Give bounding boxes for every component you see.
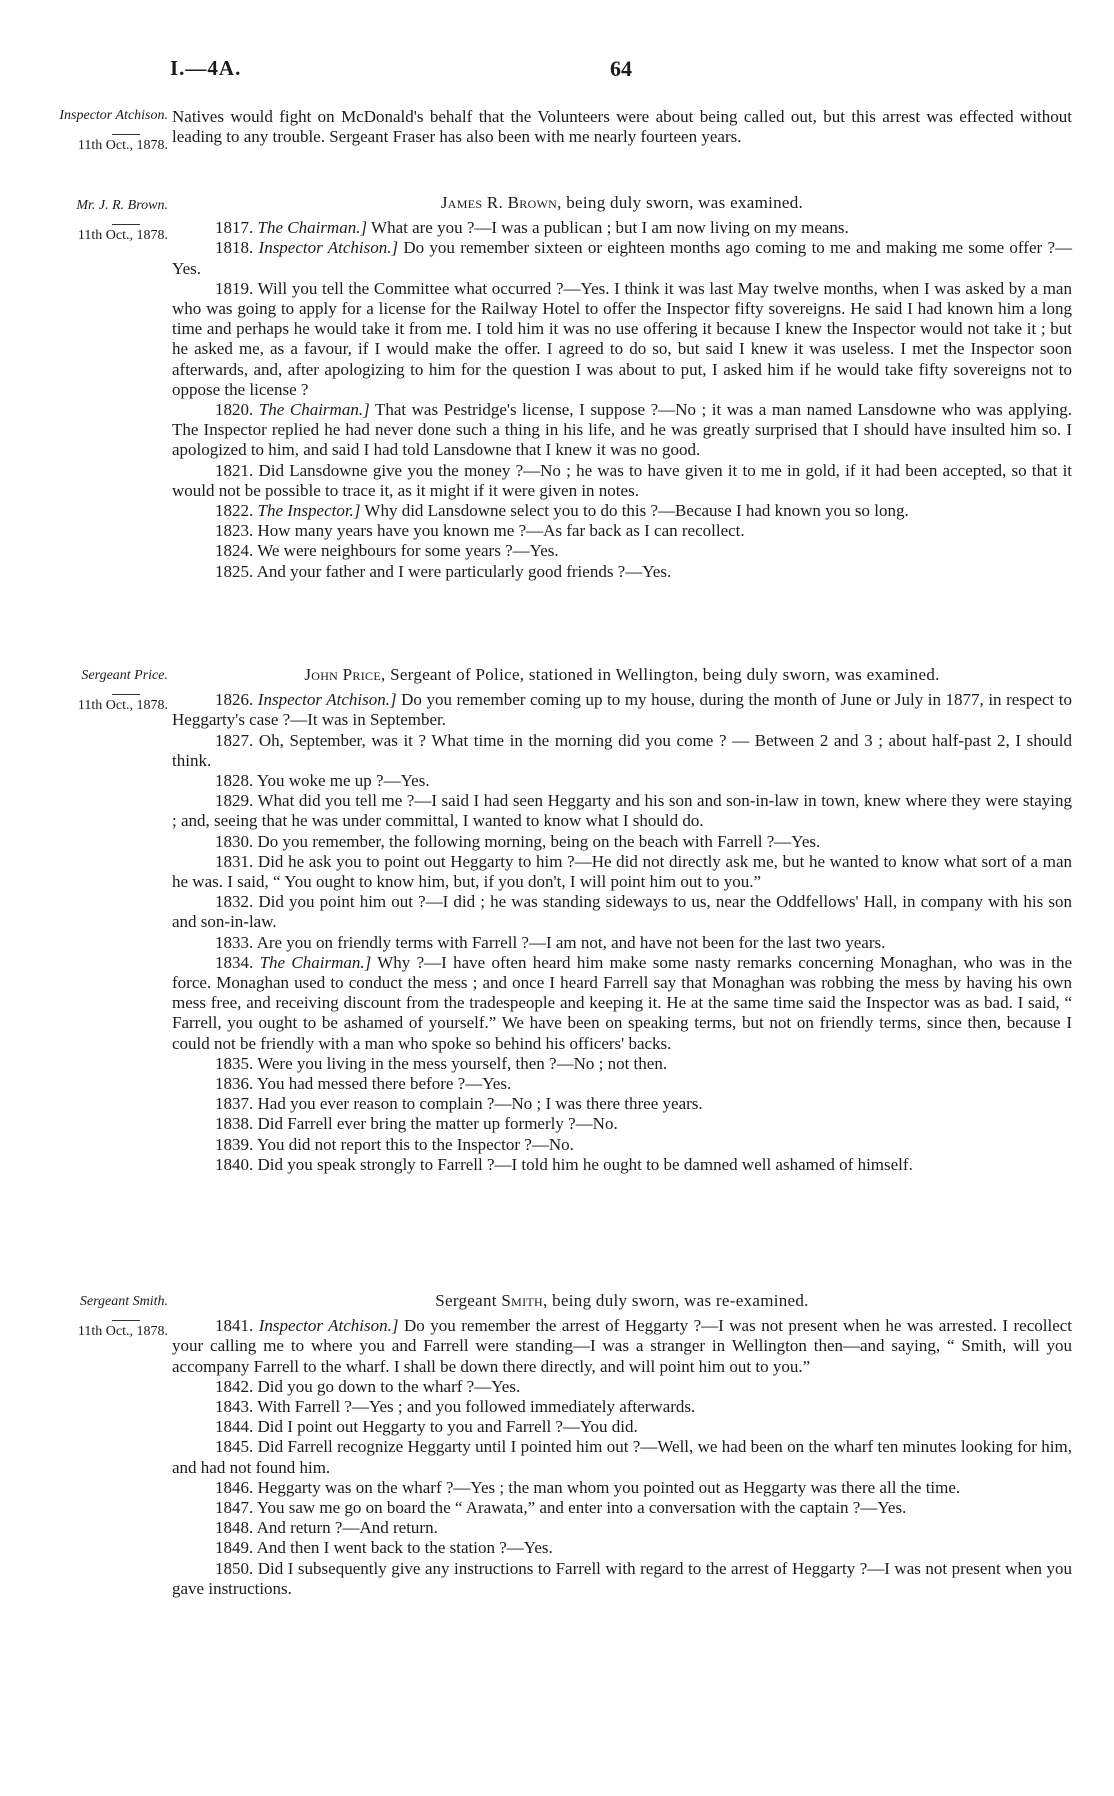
- question-1841: 1841. Inspector Atchison.] Do you remember the arrest of Heggarty ?—I was not present when he was arrested. I recollect your calling me to where you and Farrell were standing—I was a stranger in Wellington then—and saying, “ Smith, will you accompany Farrell to the wharf. I shall be down there directly, and will point him out to you.”: [172, 1316, 1073, 1376]
- smith-section: [172, 1287, 1072, 1599]
- heading-text: , being duly sworn, was examined.: [557, 193, 804, 212]
- question-1823: 1823. How many years have you known me ?—As far back as I can recollect.: [215, 521, 745, 541]
- question-1838: 1838. Did Farrell ever bring the matter up formerly ?—No.: [215, 1114, 618, 1134]
- question-1837: 1837. Had you ever reason to complain ?—No ; I was there three years.: [215, 1094, 703, 1114]
- question-1848: 1848. And return ?—And return.: [215, 1518, 438, 1538]
- margin-witness-name: Mr. J. R. Brown.: [76, 198, 168, 213]
- page-header: [0, 56, 1114, 86]
- page-number: 64: [610, 56, 632, 81]
- margin-note: [28, 107, 168, 154]
- question-1843: 1843. With Farrell ?—Yes ; and you followed immediately afterwards.: [215, 1397, 696, 1417]
- margin-date: 11th Oct., 1878.: [28, 134, 168, 154]
- question-1844: 1844. Did I point out Heggarty to you and Farrell ?—You did.: [215, 1417, 638, 1437]
- question-1849: 1849. And then I went back to the station ?—Yes.: [215, 1538, 553, 1558]
- question-1819: 1819. Will you tell the Committee what occurred ?—Yes. I think it was last May twelve months, when I was asked by a man who was going to apply for a license for the Railway Hotel to offer the Inspector fifty sovereigns. He said I had known him a long time and perhaps he would take it from me. I told him it was no use offering it because I knew the Inspector would not take it ; but he asked me, as a favour, if I would make the offer. I agreed to do so, but said I knew it was useless. I met the Inspector soon afterwards, and, after apologizing to him for the question I was about to put, I asked him if he would take fifty sovereigns not to oppose the license ?: [172, 278, 1072, 399]
- question-1846: 1846. Heggarty was on the wharf ?—Yes ; the man whom you pointed out as Heggarty was there all the time.: [215, 1477, 961, 1497]
- question-1835: 1835. Were you living in the mess yourself, then ?—No ; not then.: [215, 1053, 668, 1073]
- question-1836: 1836. You had messed there before ?—Yes.: [215, 1074, 512, 1094]
- question-1834: 1834. The Chairman.] Why ?—I have often heard him make some nasty remarks concerning Monaghan, who was in the force. Monaghan used to conduct the mess ; and once I heard Farrell say that Monaghan was robbing the mess by having his own mess free, and receiving discount from the tradespeople and keeping it. He at the same time said the Inspector was as bad. I said, “ Farrell, you ought to be ashamed of yourself.” We have been on speaking terms, but not on friendly terms, since then, because I could not be friendly with a man who spoke so behind his officers' backs.: [172, 952, 1072, 1053]
- question-1825: 1825. And your father and I were particularly good friends ?—Yes.: [215, 561, 672, 581]
- document-reference: I.—4A.: [170, 56, 242, 80]
- question-1840: 1840. Did you speak strongly to Farrell ?—I told him he ought to be damned well ashamed of himself.: [215, 1154, 913, 1174]
- question-1831: 1831. Did he ask you to point out Heggarty to him ?—He did not directly ask me, but he wanted to know what sort of a man he was. I said, “ You ought to know him, but, if you don't, I will point him out to you.”: [172, 851, 1072, 892]
- margin-witness-name: Sergeant Smith.: [79, 1294, 168, 1309]
- question-1820: 1820. The Chairman.] That was Pestridge's license, I suppose ?—No ; it was a man named Lansdowne who was applying. The Inspector replied he had never done such a thing in his life, and he was greatly surprised that I should have insulted him so. I apologized to him, and said I had told Lansdowne that I knew it was no good.: [172, 400, 1073, 460]
- heading-prefix: Sergeant: [435, 1291, 502, 1310]
- question-1818: 1818. Inspector Atchison.] Do you remember sixteen or eighteen months ago coming to me and making me some offer ?—Yes.: [172, 238, 1072, 278]
- intro-section: [172, 107, 1072, 147]
- heading-text: , being duly sworn, was re-examined.: [543, 1291, 809, 1310]
- question-1829: 1829. What did you tell me ?—I said I had seen Heggarty and his son and son-in-law in town, knew where they were staying ; and, seeing that he was under committal, I wanted to know what I should do.: [172, 791, 1072, 831]
- margin-witness-name: Inspector Atchison.: [59, 108, 168, 123]
- margin-note: [28, 197, 168, 244]
- question-1826: 1826. Inspector Atchison.] Do you remember coming up to my house, during the month of June or July in 1877, in respect to Heggarty's case ?—It was in September.: [172, 690, 1072, 730]
- question-1833: 1833. Are you on friendly terms with Farrell ?—I am not, and have not been for the last two years.: [215, 932, 886, 952]
- margin-note: [28, 667, 168, 714]
- section-heading: [172, 1291, 1072, 1311]
- intro-paragraph: Natives would fight on McDonald's behalf that the Volunteers were about being called out, but this arrest was effected without leading to any trouble. Sergeant Fraser has also been with me nearly fourteen years.: [172, 107, 1072, 147]
- question-1845: 1845. Did Farrell recognize Heggarty until I pointed him out ?—Well, we had been on the wharf ten minutes looking for him, and had not found him.: [172, 1437, 1072, 1477]
- price-section: [172, 661, 1072, 1175]
- witness-name: Smith: [501, 1291, 543, 1310]
- question-1830: 1830. Do you remember, the following morning, being on the beach with Farrell ?—Yes.: [215, 831, 821, 851]
- margin-date: 11th Oct., 1878.: [28, 224, 168, 244]
- question-1842: 1842. Did you go down to the wharf ?—Yes.: [215, 1376, 521, 1396]
- question-1822: 1822. The Inspector.] Why did Lansdowne select you to do this ?—Because I had known you so long.: [215, 501, 909, 521]
- question-1832: 1832. Did you point him out ?—I did ; he was standing sideways to us, near the Oddfellows' Hall, in company with his son and son-in-law.: [172, 892, 1072, 932]
- question-1839: 1839. You did not report this to the Inspector ?—No.: [215, 1134, 574, 1154]
- margin-witness-name: Sergeant Price.: [81, 668, 168, 683]
- question-1847: 1847. You saw me go on board the “ Arawata,” and enter into a conversation with the captain ?—Yes.: [215, 1498, 907, 1518]
- margin-note: [28, 1293, 168, 1340]
- section-heading: [172, 193, 1072, 213]
- heading-text: , Sergeant of Police, stationed in Wellington, being duly sworn, was examined.: [380, 665, 940, 684]
- question-1817: 1817. The Chairman.] What are you ?—I was a publican ; but I am now living on my means.: [215, 218, 849, 238]
- question-1824: 1824. We were neighbours for some years ?—Yes.: [215, 541, 559, 561]
- question-1821: 1821. Did Lansdowne give you the money ?—No ; he was to have given it to me in gold, if it had been accepted, so that it would not be possible to trace it, as it might if it were given in notes.: [172, 460, 1073, 500]
- question-1850: 1850. Did I subsequently give any instructions to Farrell with regard to the arrest of Heggarty ?—I was not present when you gave instructions.: [172, 1558, 1073, 1598]
- question-1827: 1827. Oh, September, was it ? What time in the morning did you come ? — Between 2 and 3 ; about half-past 2, I should think.: [172, 730, 1072, 770]
- witness-name: John Price: [304, 665, 381, 684]
- margin-date: 11th Oct., 1878.: [28, 694, 168, 714]
- witness-name: James R. Brown: [440, 193, 558, 212]
- question-1828: 1828. You woke me up ?—Yes.: [215, 771, 430, 791]
- margin-date: 11th Oct., 1878.: [28, 1320, 168, 1340]
- brown-section: [172, 189, 1072, 582]
- section-heading: [172, 665, 1072, 685]
